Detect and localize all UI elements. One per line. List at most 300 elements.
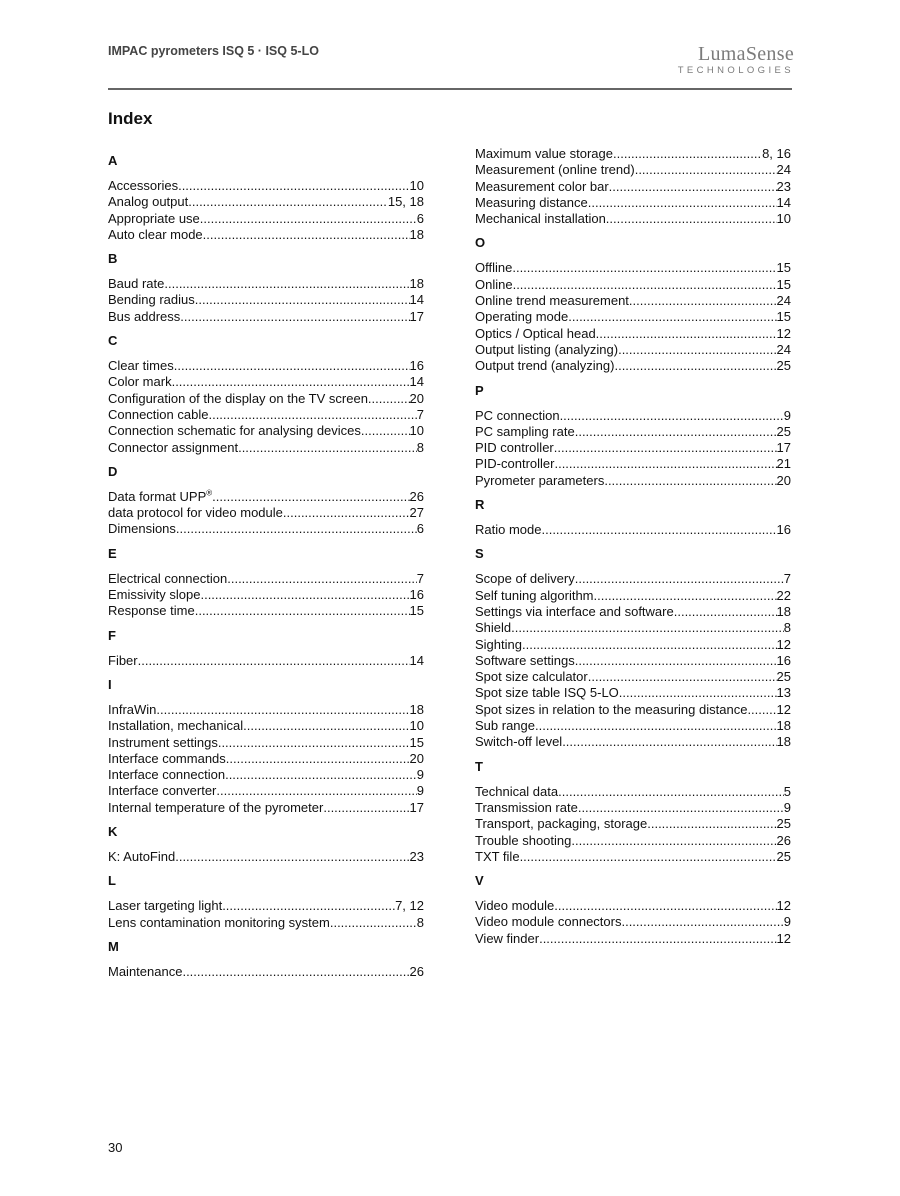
index-entry: [475, 849, 791, 865]
index-section: [108, 824, 424, 865]
index-page-ref: 24: [776, 162, 791, 178]
index-entry: [475, 179, 791, 195]
index-page-ref: 21: [776, 456, 791, 472]
index-term-text: data protocol for video module: [108, 505, 283, 521]
dot-leader: [283, 505, 410, 521]
index-letter: O: [475, 235, 486, 251]
index-term: [108, 718, 243, 734]
index-entry: [475, 260, 791, 276]
dot-leader: [535, 718, 777, 734]
index-page-ref: 8: [783, 620, 791, 636]
index-page-ref: 20: [776, 472, 791, 488]
index-entry: [108, 489, 424, 505]
index-page-ref: 9: [783, 914, 791, 930]
index-entry: [108, 358, 424, 374]
index-term-text: Spot sizes in relation to the measuring distance: [475, 701, 748, 717]
dot-leader: [200, 587, 409, 603]
index-term-text: Dimensions: [108, 521, 176, 537]
index-page-ref: 10: [776, 211, 791, 227]
index-page-ref: 15: [776, 260, 791, 276]
index-page-ref: 15: [776, 309, 791, 325]
index-entry: [475, 211, 791, 227]
index-term-text: PC sampling rate: [475, 423, 575, 439]
dot-leader: [568, 309, 776, 325]
dot-leader: [539, 931, 776, 947]
dot-leader: [609, 179, 777, 195]
index-entry: [475, 718, 791, 734]
index-letter: M: [108, 938, 119, 954]
index-term-text: Measuring distance: [475, 194, 588, 210]
dot-leader: [218, 735, 410, 751]
index-entry: [475, 408, 791, 424]
index-term: [475, 326, 596, 342]
index-entry: [475, 342, 791, 358]
dot-leader: [541, 522, 776, 538]
index-page-ref: 20: [409, 390, 424, 406]
index-term-text: K: AutoFind: [108, 849, 176, 865]
index-section: [108, 251, 424, 325]
index-page-ref: 18: [409, 276, 424, 292]
dot-leader: [222, 898, 395, 914]
index-page-ref: 15: [409, 734, 424, 750]
index-term: [475, 277, 513, 293]
index-entry: [108, 309, 424, 325]
index-term: [108, 571, 227, 587]
dot-leader: [226, 751, 410, 767]
dot-leader: [513, 277, 777, 293]
index-page-ref: 18: [776, 718, 791, 734]
index-entry: [108, 751, 424, 767]
dot-leader: [554, 898, 776, 914]
index-page-ref: 26: [409, 963, 424, 979]
dot-leader: [212, 489, 409, 505]
index-term-text: Analog output: [108, 194, 189, 210]
index-term-text: View finder: [475, 930, 540, 946]
index-entry: [475, 800, 791, 816]
page-title: Index: [108, 109, 153, 128]
index-entry: [108, 702, 424, 718]
index-term-text: Accessories: [108, 178, 179, 193]
dot-leader: [180, 309, 409, 325]
dot-leader: [511, 620, 784, 636]
index-term-text: Video module: [475, 898, 555, 914]
index-term-text: Electrical connection: [108, 570, 228, 586]
index-term: [108, 767, 225, 783]
dot-leader: [621, 914, 783, 930]
index-entry: [475, 702, 791, 718]
index-entry: [475, 473, 791, 489]
index-page-ref: 16: [776, 522, 791, 538]
index-term: [475, 342, 618, 358]
index-term-text: PID controller: [475, 440, 554, 456]
index-term-text: Data format UPP: [108, 488, 207, 504]
index-term: [475, 424, 575, 440]
dot-leader: [629, 293, 777, 309]
index-page-ref: 18: [776, 603, 791, 619]
index-section: [108, 153, 424, 243]
index-page-ref: 14: [409, 652, 424, 668]
index-term-text: Configuration of the display on the TV screen: [108, 390, 368, 406]
index-page-ref: 16: [776, 652, 791, 668]
index-term-text: Connection schematic for analysing devices: [108, 423, 361, 439]
index-term-text: Settings via interface and software: [475, 603, 674, 619]
index-section: [108, 677, 424, 816]
index-term: [475, 211, 606, 227]
index-entry: [108, 571, 424, 587]
index-term-text: Interface commands: [108, 750, 226, 766]
index-page-ref: 18: [776, 734, 791, 750]
index-term: [475, 408, 560, 424]
index-entry: [475, 588, 791, 604]
dot-leader: [138, 653, 410, 669]
index-section: [475, 546, 791, 750]
index-term-text: Pyrometer parameters: [475, 472, 605, 488]
index-entry: [475, 456, 791, 472]
index-entry: [475, 277, 791, 293]
index-entry: [475, 522, 791, 538]
index-entry: [108, 276, 424, 292]
dot-leader: [614, 358, 776, 374]
index-term: [108, 440, 238, 456]
index-entry: [108, 391, 424, 407]
index-entry: [108, 178, 424, 194]
index-term: [475, 685, 619, 701]
index-term-text: Auto clear mode: [108, 226, 203, 242]
index-section: [108, 546, 424, 620]
index-term-text: Bus address: [108, 308, 181, 324]
index-term: [475, 440, 554, 456]
dot-leader: [368, 391, 410, 407]
dot-leader: [613, 146, 762, 162]
index-page-ref: 5: [783, 783, 791, 799]
index-section: [475, 497, 791, 538]
index-section: [108, 939, 424, 980]
index-entry: [108, 800, 424, 816]
index-term: [475, 260, 512, 276]
index-term-text: Emissivity slope: [108, 587, 201, 603]
index-term-text: Interface converter: [108, 783, 217, 799]
index-term-text: PC connection: [475, 407, 560, 423]
dot-leader: [174, 358, 410, 374]
index-page-ref: 24: [776, 341, 791, 357]
index-term-text: Instrument settings: [108, 734, 218, 750]
index-term-text: Installation, mechanical: [108, 718, 244, 734]
index-page-ref: 16: [409, 358, 424, 374]
index-term: [475, 931, 539, 947]
index-page-ref: 12: [776, 701, 791, 717]
index-entry: [475, 358, 791, 374]
index-term-text: PID-controller: [475, 456, 555, 472]
dot-leader: [606, 211, 777, 227]
index-page-ref: 25: [776, 669, 791, 685]
index-term: [108, 521, 176, 537]
index-entry: [475, 620, 791, 636]
company-logo: [678, 44, 794, 77]
index-term: [475, 162, 635, 178]
index-page-ref: 14: [776, 194, 791, 210]
index-term-text: Output trend (analyzing): [475, 358, 615, 374]
index-term-text: Response time: [108, 603, 195, 619]
index-term-text: Online: [475, 276, 513, 292]
index-term: [108, 603, 195, 619]
index-term: [108, 800, 323, 816]
dot-leader: [520, 849, 777, 865]
index-term-text: Operating mode: [475, 309, 569, 325]
index-term: [108, 849, 175, 865]
index-entry: [475, 424, 791, 440]
index-column-left: [108, 153, 424, 988]
logo-wordmark: LumaSense: [697, 43, 794, 65]
index-entry: [475, 669, 791, 685]
index-page-ref: 10: [409, 718, 424, 734]
index-section: [475, 873, 791, 947]
dot-leader: [195, 603, 410, 619]
index-term: [475, 146, 613, 162]
index-term: [108, 227, 203, 243]
index-page-ref: 17: [776, 440, 791, 456]
index-section: [475, 759, 791, 865]
index-term: [475, 571, 575, 587]
index-entry: [475, 931, 791, 947]
index-page-ref: 8: [416, 914, 424, 930]
index-term-text: Lens contamination monitoring system: [108, 914, 330, 930]
dot-leader: [203, 227, 410, 243]
dot-leader: [323, 800, 409, 816]
index-page-ref: 14: [409, 292, 424, 308]
index-section: [475, 383, 791, 489]
index-entry: [475, 309, 791, 325]
dot-leader: [176, 521, 417, 537]
index-term: [108, 964, 182, 980]
dot-leader: [647, 816, 776, 832]
index-section: [475, 146, 791, 227]
index-term-text: Maximum value storage: [475, 146, 613, 161]
index-letter: D: [108, 463, 118, 479]
index-page-ref: 15, 18: [387, 194, 424, 210]
index-term-text: Switch-off level: [475, 734, 563, 750]
index-term: [108, 391, 368, 407]
index-entry: [108, 423, 424, 439]
index-letter: R: [475, 497, 485, 513]
index-page-ref: 10: [409, 423, 424, 439]
index-term: [108, 358, 174, 374]
index-page-ref: 25: [776, 423, 791, 439]
index-entry: [475, 195, 791, 211]
index-page-ref: 23: [409, 849, 424, 865]
dot-leader: [588, 195, 777, 211]
index-term-text: Connector assignment: [108, 439, 239, 455]
index-term: [108, 178, 178, 194]
index-entry: [475, 326, 791, 342]
index-page-ref: 26: [409, 488, 424, 504]
index-term: [475, 588, 594, 604]
index-term: [475, 800, 578, 816]
index-page-ref: 6: [416, 210, 424, 226]
index-entry: [475, 440, 791, 456]
index-section: [108, 628, 424, 669]
index-term-text: Mechanical installation: [475, 211, 606, 227]
index-page-ref: 12: [776, 898, 791, 914]
index-page-ref: 9: [416, 767, 424, 783]
index-entry: [108, 194, 424, 210]
index-term: [475, 898, 554, 914]
index-section: [108, 464, 424, 538]
index-page-ref: 17: [409, 308, 424, 324]
index-letter: A: [108, 153, 118, 168]
index-page-ref: 7: [783, 571, 791, 587]
index-term-text: Video module connectors: [475, 914, 622, 930]
index-letter: F: [108, 627, 116, 643]
index-page-ref: 25: [776, 816, 791, 832]
index-term: [108, 915, 330, 931]
dot-leader: [747, 702, 776, 718]
index-term-text: Appropriate use: [108, 210, 200, 226]
index-entry: [108, 849, 424, 865]
index-entry: [108, 407, 424, 423]
dot-leader: [216, 783, 416, 799]
header-divider: [108, 88, 792, 90]
index-entry: [475, 898, 791, 914]
dot-leader: [575, 571, 784, 587]
dot-leader: [238, 440, 417, 456]
index-term-text: Laser targeting light: [108, 898, 223, 914]
index-term-text: Software settings: [475, 652, 575, 668]
dot-leader: [188, 194, 388, 210]
index-term-text: Scope of delivery: [475, 571, 575, 587]
index-term-text: Baud rate: [108, 276, 165, 292]
index-page-ref: 9: [783, 407, 791, 423]
index-term: [475, 179, 609, 195]
index-term: [475, 653, 575, 669]
dot-leader: [175, 849, 409, 865]
index-entry: [108, 653, 424, 669]
index-column-right: [475, 146, 791, 955]
index-page-ref: 13: [776, 685, 791, 701]
index-page-ref: 18: [409, 701, 424, 717]
dot-leader: [674, 604, 777, 620]
index-entry: [108, 440, 424, 456]
index-section: [475, 235, 791, 374]
index-term: [475, 309, 568, 325]
index-term: [475, 816, 647, 832]
index-term: [108, 292, 195, 308]
index-term-text: Color mark: [108, 374, 172, 390]
index-term: [108, 653, 138, 669]
index-page-ref: 7: [416, 570, 424, 586]
index-entry: [475, 685, 791, 701]
index-term: [475, 195, 588, 211]
index-entry: [108, 587, 424, 603]
dot-leader: [182, 964, 409, 980]
index-term: [108, 407, 208, 423]
index-page-ref: 20: [409, 750, 424, 766]
index-page-ref: 24: [776, 293, 791, 309]
index-term: [108, 309, 180, 325]
index-entry: [108, 521, 424, 537]
index-term: [475, 522, 541, 538]
index-term-text: Transport, packaging, storage: [475, 816, 648, 832]
index-page-ref: 23: [776, 178, 791, 194]
index-page-ref: 7, 12: [395, 898, 424, 914]
index-term-text: Spot size table ISQ 5-LO: [475, 685, 619, 701]
index-term-text: Sub range: [475, 718, 535, 734]
index-page-ref: 15: [409, 603, 424, 619]
index-term: [475, 604, 674, 620]
dot-leader: [635, 162, 777, 178]
index-term-text: Online trend measurement: [475, 293, 629, 309]
index-term: [108, 276, 164, 292]
index-term-text: Clear times: [108, 358, 174, 374]
index-entry: [108, 211, 424, 227]
index-letter: I: [108, 676, 112, 692]
index-term-text: Spot size calculator: [475, 669, 588, 685]
dot-leader: [522, 637, 777, 653]
index-entry: [108, 964, 424, 980]
index-term-text: Optics / Optical head: [475, 325, 596, 341]
index-term: [475, 456, 554, 472]
index-term: [108, 211, 200, 227]
dot-leader: [164, 276, 409, 292]
index-term: [108, 735, 218, 751]
index-term: [475, 637, 522, 653]
index-term: [108, 702, 156, 718]
index-term: [475, 473, 604, 489]
index-entry: [108, 783, 424, 799]
index-term-text: TXT file: [475, 848, 520, 864]
index-page-ref: 10: [409, 178, 424, 193]
index-page-ref: 9: [783, 799, 791, 815]
dot-leader: [558, 784, 784, 800]
index-term-text: Ratio mode: [475, 522, 542, 538]
index-entry: [475, 914, 791, 930]
index-section: [108, 873, 424, 931]
dot-leader: [604, 473, 776, 489]
dot-leader: [156, 702, 409, 718]
index-page-ref: 14: [409, 374, 424, 390]
index-entry: [475, 604, 791, 620]
index-term: [475, 734, 562, 750]
dot-leader: [554, 456, 776, 472]
index-letter: S: [475, 546, 484, 562]
index-page-ref: 16: [409, 587, 424, 603]
index-entry: [108, 767, 424, 783]
index-letter: P: [475, 382, 484, 398]
index-page-ref: 12: [776, 930, 791, 946]
dot-leader: [512, 260, 776, 276]
dot-leader: [172, 374, 410, 390]
index-page-ref: 12: [776, 325, 791, 341]
index-term-text: Offline: [475, 260, 513, 276]
index-term: [108, 423, 361, 439]
index-page-ref: 9: [416, 783, 424, 799]
index-page-ref: 27: [409, 505, 424, 521]
index-page-ref: 22: [776, 587, 791, 603]
index-page-ref: 12: [776, 636, 791, 652]
index-entry: [475, 162, 791, 178]
index-entry: [475, 784, 791, 800]
index-letter: V: [475, 873, 484, 889]
dot-leader: [560, 408, 784, 424]
dot-leader: [243, 718, 409, 734]
index-letter: E: [108, 545, 117, 561]
index-term: [108, 587, 200, 603]
index-letter: B: [108, 251, 118, 267]
dot-leader: [578, 800, 784, 816]
index-term-text: Measurement color bar: [475, 178, 609, 194]
index-entry: [475, 833, 791, 849]
index-letter: L: [108, 873, 116, 889]
index-term: [108, 194, 188, 210]
